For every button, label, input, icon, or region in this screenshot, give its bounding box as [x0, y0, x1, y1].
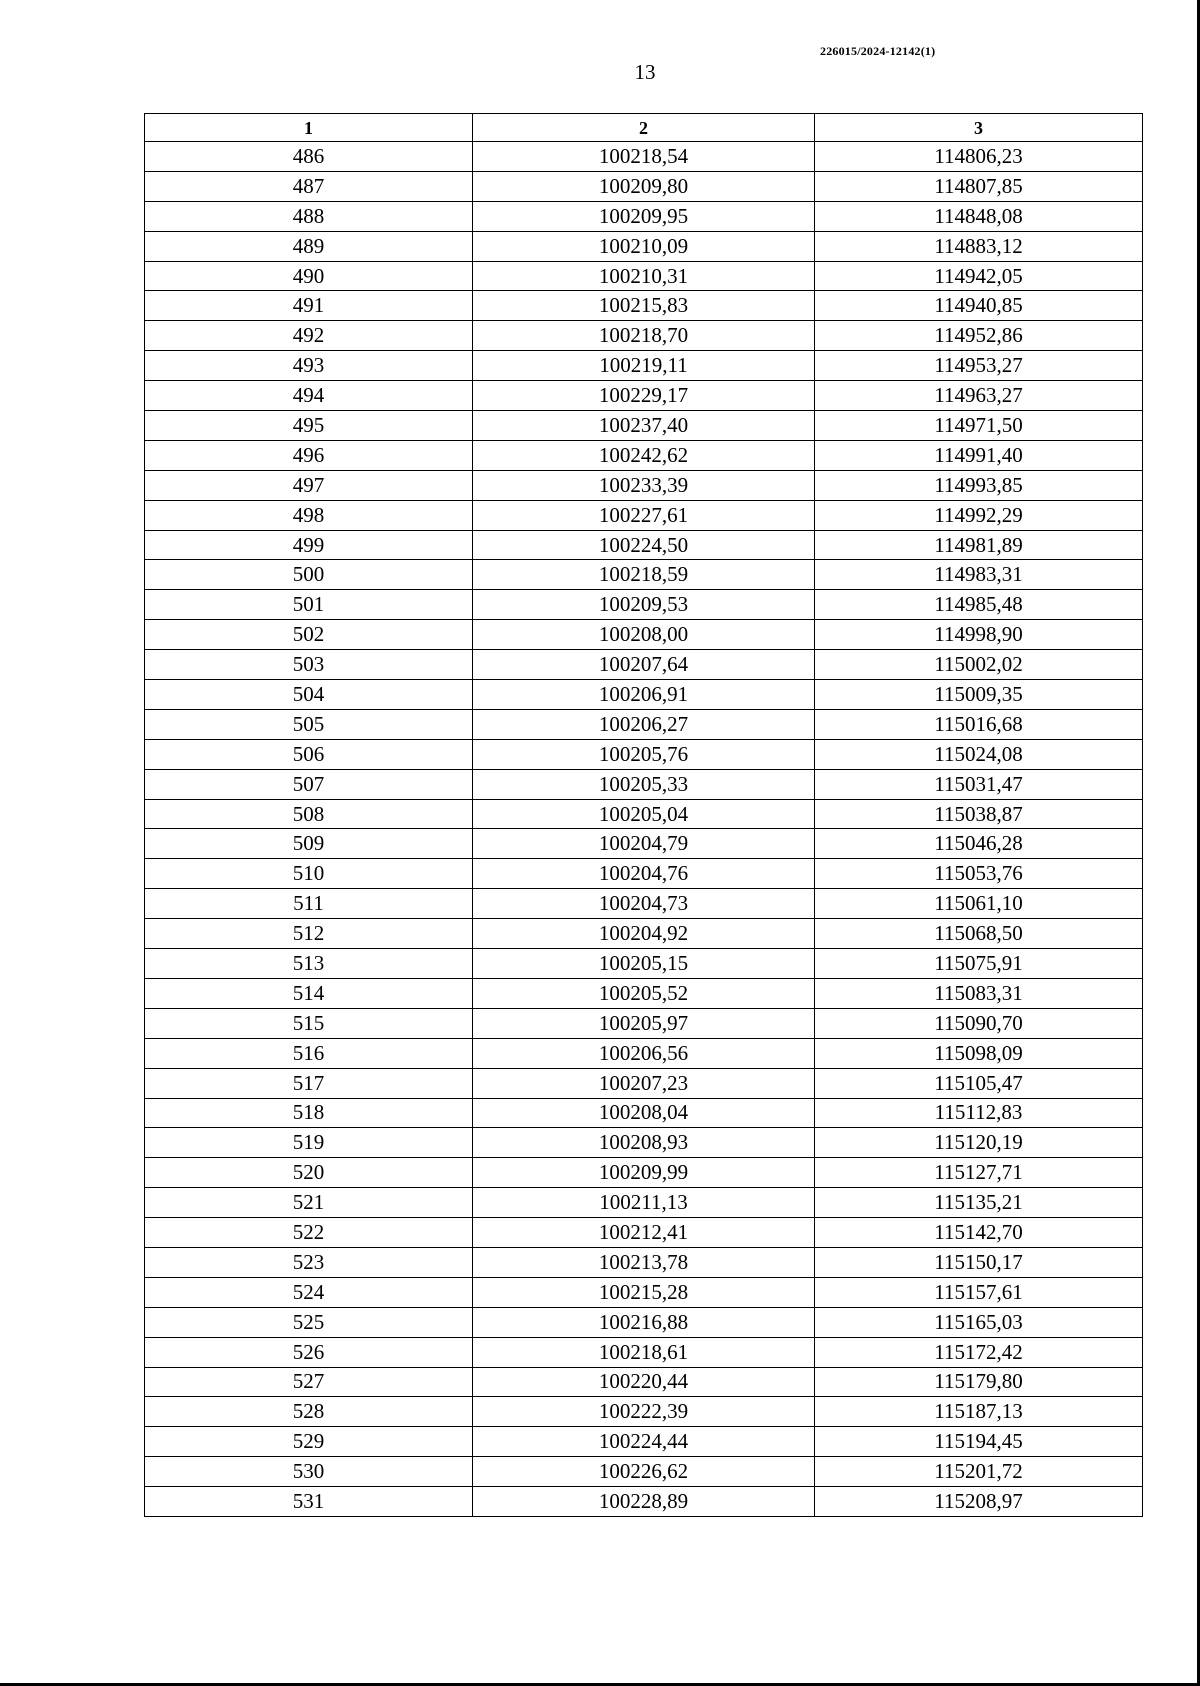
coordinate-y-cell: 115002,02: [815, 650, 1143, 680]
table-row: [145, 739, 1143, 769]
table-row: [145, 1008, 1143, 1038]
point-number-cell: 517: [145, 1068, 473, 1098]
table-row: [145, 1098, 1143, 1128]
point-number-cell: 526: [145, 1337, 473, 1367]
coordinate-x-cell: 100222,39: [473, 1397, 815, 1427]
point-number-cell: 524: [145, 1277, 473, 1307]
coordinate-y-cell: 114971,50: [815, 411, 1143, 441]
coordinate-x-cell: 100242,62: [473, 440, 815, 470]
point-number-cell: 499: [145, 530, 473, 560]
table-row: [145, 470, 1143, 500]
coordinate-y-cell: 115068,50: [815, 919, 1143, 949]
coordinate-y-cell: 114981,89: [815, 530, 1143, 560]
coordinate-x-cell: 100209,80: [473, 171, 815, 201]
coordinate-y-cell: 115090,70: [815, 1008, 1143, 1038]
coordinate-y-cell: 115031,47: [815, 769, 1143, 799]
coordinate-x-cell: 100211,13: [473, 1188, 815, 1218]
table-row: [145, 650, 1143, 680]
table-row: [145, 321, 1143, 351]
point-number-cell: 491: [145, 291, 473, 321]
table-row: [145, 680, 1143, 710]
coordinate-x-cell: 100204,92: [473, 919, 815, 949]
coordinate-x-cell: 100204,73: [473, 889, 815, 919]
coordinate-y-cell: 115075,91: [815, 949, 1143, 979]
coordinate-x-cell: 100205,04: [473, 799, 815, 829]
coordinate-x-cell: 100218,70: [473, 321, 815, 351]
coordinate-y-cell: 115120,19: [815, 1128, 1143, 1158]
point-number-cell: 506: [145, 739, 473, 769]
table-row: [145, 381, 1143, 411]
coordinate-x-cell: 100219,11: [473, 351, 815, 381]
point-number-cell: 492: [145, 321, 473, 351]
coordinate-y-cell: 115179,80: [815, 1367, 1143, 1397]
point-number-cell: 523: [145, 1247, 473, 1277]
table-row: [145, 769, 1143, 799]
coordinate-y-cell: 115038,87: [815, 799, 1143, 829]
table-row: [145, 949, 1143, 979]
table-row: [145, 590, 1143, 620]
coordinate-x-cell: 100224,44: [473, 1427, 815, 1457]
point-number-cell: 488: [145, 201, 473, 231]
table-row: [145, 411, 1143, 441]
table-row: [145, 1068, 1143, 1098]
coordinate-x-cell: 100205,52: [473, 978, 815, 1008]
coordinate-x-cell: 100205,15: [473, 949, 815, 979]
point-number-cell: 486: [145, 142, 473, 172]
coordinate-x-cell: 100233,39: [473, 470, 815, 500]
point-number-cell: 507: [145, 769, 473, 799]
coordinate-x-cell: 100208,04: [473, 1098, 815, 1128]
coordinate-y-cell: 115061,10: [815, 889, 1143, 919]
column-header-2: 2: [473, 114, 815, 142]
table-row: [145, 1277, 1143, 1307]
coordinate-y-cell: 115208,97: [815, 1487, 1143, 1517]
point-number-cell: 490: [145, 261, 473, 291]
table-row: [145, 978, 1143, 1008]
coordinate-x-cell: 100204,76: [473, 859, 815, 889]
coordinate-x-cell: 100218,61: [473, 1337, 815, 1367]
coordinate-x-cell: 100228,89: [473, 1487, 815, 1517]
coordinate-y-cell: 115165,03: [815, 1307, 1143, 1337]
point-number-cell: 503: [145, 650, 473, 680]
coordinate-y-cell: 114940,85: [815, 291, 1143, 321]
table-row: [145, 1128, 1143, 1158]
coordinate-x-cell: 100218,59: [473, 560, 815, 590]
coordinate-x-cell: 100210,09: [473, 231, 815, 261]
coordinate-y-cell: 115112,83: [815, 1098, 1143, 1128]
point-number-cell: 487: [145, 171, 473, 201]
table-row: [145, 1218, 1143, 1248]
point-number-cell: 500: [145, 560, 473, 590]
point-number-cell: 496: [145, 440, 473, 470]
coordinate-y-cell: 115105,47: [815, 1068, 1143, 1098]
coordinate-y-cell: 115194,45: [815, 1427, 1143, 1457]
table-row: [145, 709, 1143, 739]
coordinate-x-cell: 100208,00: [473, 620, 815, 650]
coordinate-y-cell: 115142,70: [815, 1218, 1143, 1248]
coordinate-y-cell: 115157,61: [815, 1277, 1143, 1307]
table-row: [145, 1427, 1143, 1457]
coordinate-y-cell: 115009,35: [815, 680, 1143, 710]
coordinate-x-cell: 100237,40: [473, 411, 815, 441]
point-number-cell: 518: [145, 1098, 473, 1128]
coordinate-x-cell: 100218,54: [473, 142, 815, 172]
table-row: [145, 142, 1143, 172]
point-number-cell: 513: [145, 949, 473, 979]
coordinate-x-cell: 100220,44: [473, 1367, 815, 1397]
coordinate-y-cell: 115053,76: [815, 859, 1143, 889]
point-number-cell: 494: [145, 381, 473, 411]
coordinate-y-cell: 115201,72: [815, 1457, 1143, 1487]
table-row: [145, 1038, 1143, 1068]
table-row: [145, 530, 1143, 560]
coordinate-y-cell: 114952,86: [815, 321, 1143, 351]
table-row: [145, 1397, 1143, 1427]
coordinate-x-cell: 100229,17: [473, 381, 815, 411]
coordinate-y-cell: 114953,27: [815, 351, 1143, 381]
table-row: [145, 440, 1143, 470]
coordinate-x-cell: 100204,79: [473, 829, 815, 859]
point-number-cell: 505: [145, 709, 473, 739]
coordinate-y-cell: 114992,29: [815, 500, 1143, 530]
table-row: [145, 560, 1143, 590]
coordinate-x-cell: 100206,56: [473, 1038, 815, 1068]
point-number-cell: 516: [145, 1038, 473, 1068]
table-row: [145, 1307, 1143, 1337]
point-number-cell: 495: [145, 411, 473, 441]
coordinate-y-cell: 115150,17: [815, 1247, 1143, 1277]
coordinate-x-cell: 100207,23: [473, 1068, 815, 1098]
coordinate-x-cell: 100209,95: [473, 201, 815, 231]
table-row: [145, 351, 1143, 381]
coordinate-x-cell: 100209,53: [473, 590, 815, 620]
point-number-cell: 531: [145, 1487, 473, 1517]
coordinate-x-cell: 100205,76: [473, 739, 815, 769]
coordinate-y-cell: 115135,21: [815, 1188, 1143, 1218]
point-number-cell: 512: [145, 919, 473, 949]
coordinate-x-cell: 100206,27: [473, 709, 815, 739]
coordinate-y-cell: 115127,71: [815, 1158, 1143, 1188]
point-number-cell: 514: [145, 978, 473, 1008]
point-number-cell: 530: [145, 1457, 473, 1487]
point-number-cell: 520: [145, 1158, 473, 1188]
point-number-cell: 525: [145, 1307, 473, 1337]
coordinate-y-cell: 114998,90: [815, 620, 1143, 650]
coordinate-x-cell: 100227,61: [473, 500, 815, 530]
coordinate-y-cell: 114991,40: [815, 440, 1143, 470]
coordinate-y-cell: 115172,42: [815, 1337, 1143, 1367]
point-number-cell: 519: [145, 1128, 473, 1158]
table-row: [145, 500, 1143, 530]
point-number-cell: 510: [145, 859, 473, 889]
coordinate-y-cell: 114993,85: [815, 470, 1143, 500]
coordinate-y-cell: 115046,28: [815, 829, 1143, 859]
coordinate-x-cell: 100205,33: [473, 769, 815, 799]
point-number-cell: 493: [145, 351, 473, 381]
table-row: [145, 261, 1143, 291]
point-number-cell: 515: [145, 1008, 473, 1038]
point-number-cell: 509: [145, 829, 473, 859]
coordinate-x-cell: 100208,93: [473, 1128, 815, 1158]
page-number: 13: [634, 60, 656, 84]
coordinate-y-cell: 114806,23: [815, 142, 1143, 172]
point-number-cell: 498: [145, 500, 473, 530]
point-number-cell: 504: [145, 680, 473, 710]
table-row: [145, 859, 1143, 889]
point-number-cell: 528: [145, 1397, 473, 1427]
table-row: [145, 1457, 1143, 1487]
column-header-1: 1: [145, 114, 473, 142]
coordinate-y-cell: 115024,08: [815, 739, 1143, 769]
coordinate-x-cell: 100212,41: [473, 1218, 815, 1248]
coordinate-y-cell: 114848,08: [815, 201, 1143, 231]
coordinate-y-cell: 115098,09: [815, 1038, 1143, 1068]
coordinate-x-cell: 100224,50: [473, 530, 815, 560]
point-number-cell: 529: [145, 1427, 473, 1457]
coordinates-table: [144, 113, 1143, 1517]
point-number-cell: 489: [145, 231, 473, 261]
table-row: [145, 1188, 1143, 1218]
table-row: [145, 889, 1143, 919]
table-row: [145, 1367, 1143, 1397]
coordinate-x-cell: 100215,28: [473, 1277, 815, 1307]
coordinate-y-cell: 114807,85: [815, 171, 1143, 201]
column-header-3: 3: [815, 114, 1143, 142]
coordinate-y-cell: 115016,68: [815, 709, 1143, 739]
point-number-cell: 527: [145, 1367, 473, 1397]
point-number-cell: 501: [145, 590, 473, 620]
table-row: [145, 201, 1143, 231]
table-row: [145, 829, 1143, 859]
coordinate-x-cell: 100207,64: [473, 650, 815, 680]
point-number-cell: 497: [145, 470, 473, 500]
table-row: [145, 231, 1143, 261]
table-row: [145, 799, 1143, 829]
coordinate-y-cell: 115187,13: [815, 1397, 1143, 1427]
coordinate-x-cell: 100215,83: [473, 291, 815, 321]
coordinate-x-cell: 100210,31: [473, 261, 815, 291]
coordinate-y-cell: 114985,48: [815, 590, 1143, 620]
table-row: [145, 1247, 1143, 1277]
point-number-cell: 508: [145, 799, 473, 829]
coordinate-x-cell: 100205,97: [473, 1008, 815, 1038]
table-row: [145, 919, 1143, 949]
point-number-cell: 511: [145, 889, 473, 919]
coordinate-x-cell: 100226,62: [473, 1457, 815, 1487]
table-row: [145, 171, 1143, 201]
table-row: [145, 620, 1143, 650]
coordinate-y-cell: 114883,12: [815, 231, 1143, 261]
coordinate-y-cell: 114942,05: [815, 261, 1143, 291]
coordinate-x-cell: 100216,88: [473, 1307, 815, 1337]
coordinate-x-cell: 100213,78: [473, 1247, 815, 1277]
coordinate-y-cell: 114963,27: [815, 381, 1143, 411]
coordinate-x-cell: 100209,99: [473, 1158, 815, 1188]
table-header-row: [145, 114, 1143, 142]
table-row: [145, 1158, 1143, 1188]
coordinate-x-cell: 100206,91: [473, 680, 815, 710]
point-number-cell: 521: [145, 1188, 473, 1218]
table-row: [145, 1337, 1143, 1367]
coordinate-y-cell: 114983,31: [815, 560, 1143, 590]
table-row: [145, 291, 1143, 321]
table-row: [145, 1487, 1143, 1517]
coordinate-y-cell: 115083,31: [815, 978, 1143, 1008]
point-number-cell: 522: [145, 1218, 473, 1248]
document-number: 226015/2024-12142(1): [820, 44, 936, 58]
table-body: [145, 142, 1143, 1517]
point-number-cell: 502: [145, 620, 473, 650]
